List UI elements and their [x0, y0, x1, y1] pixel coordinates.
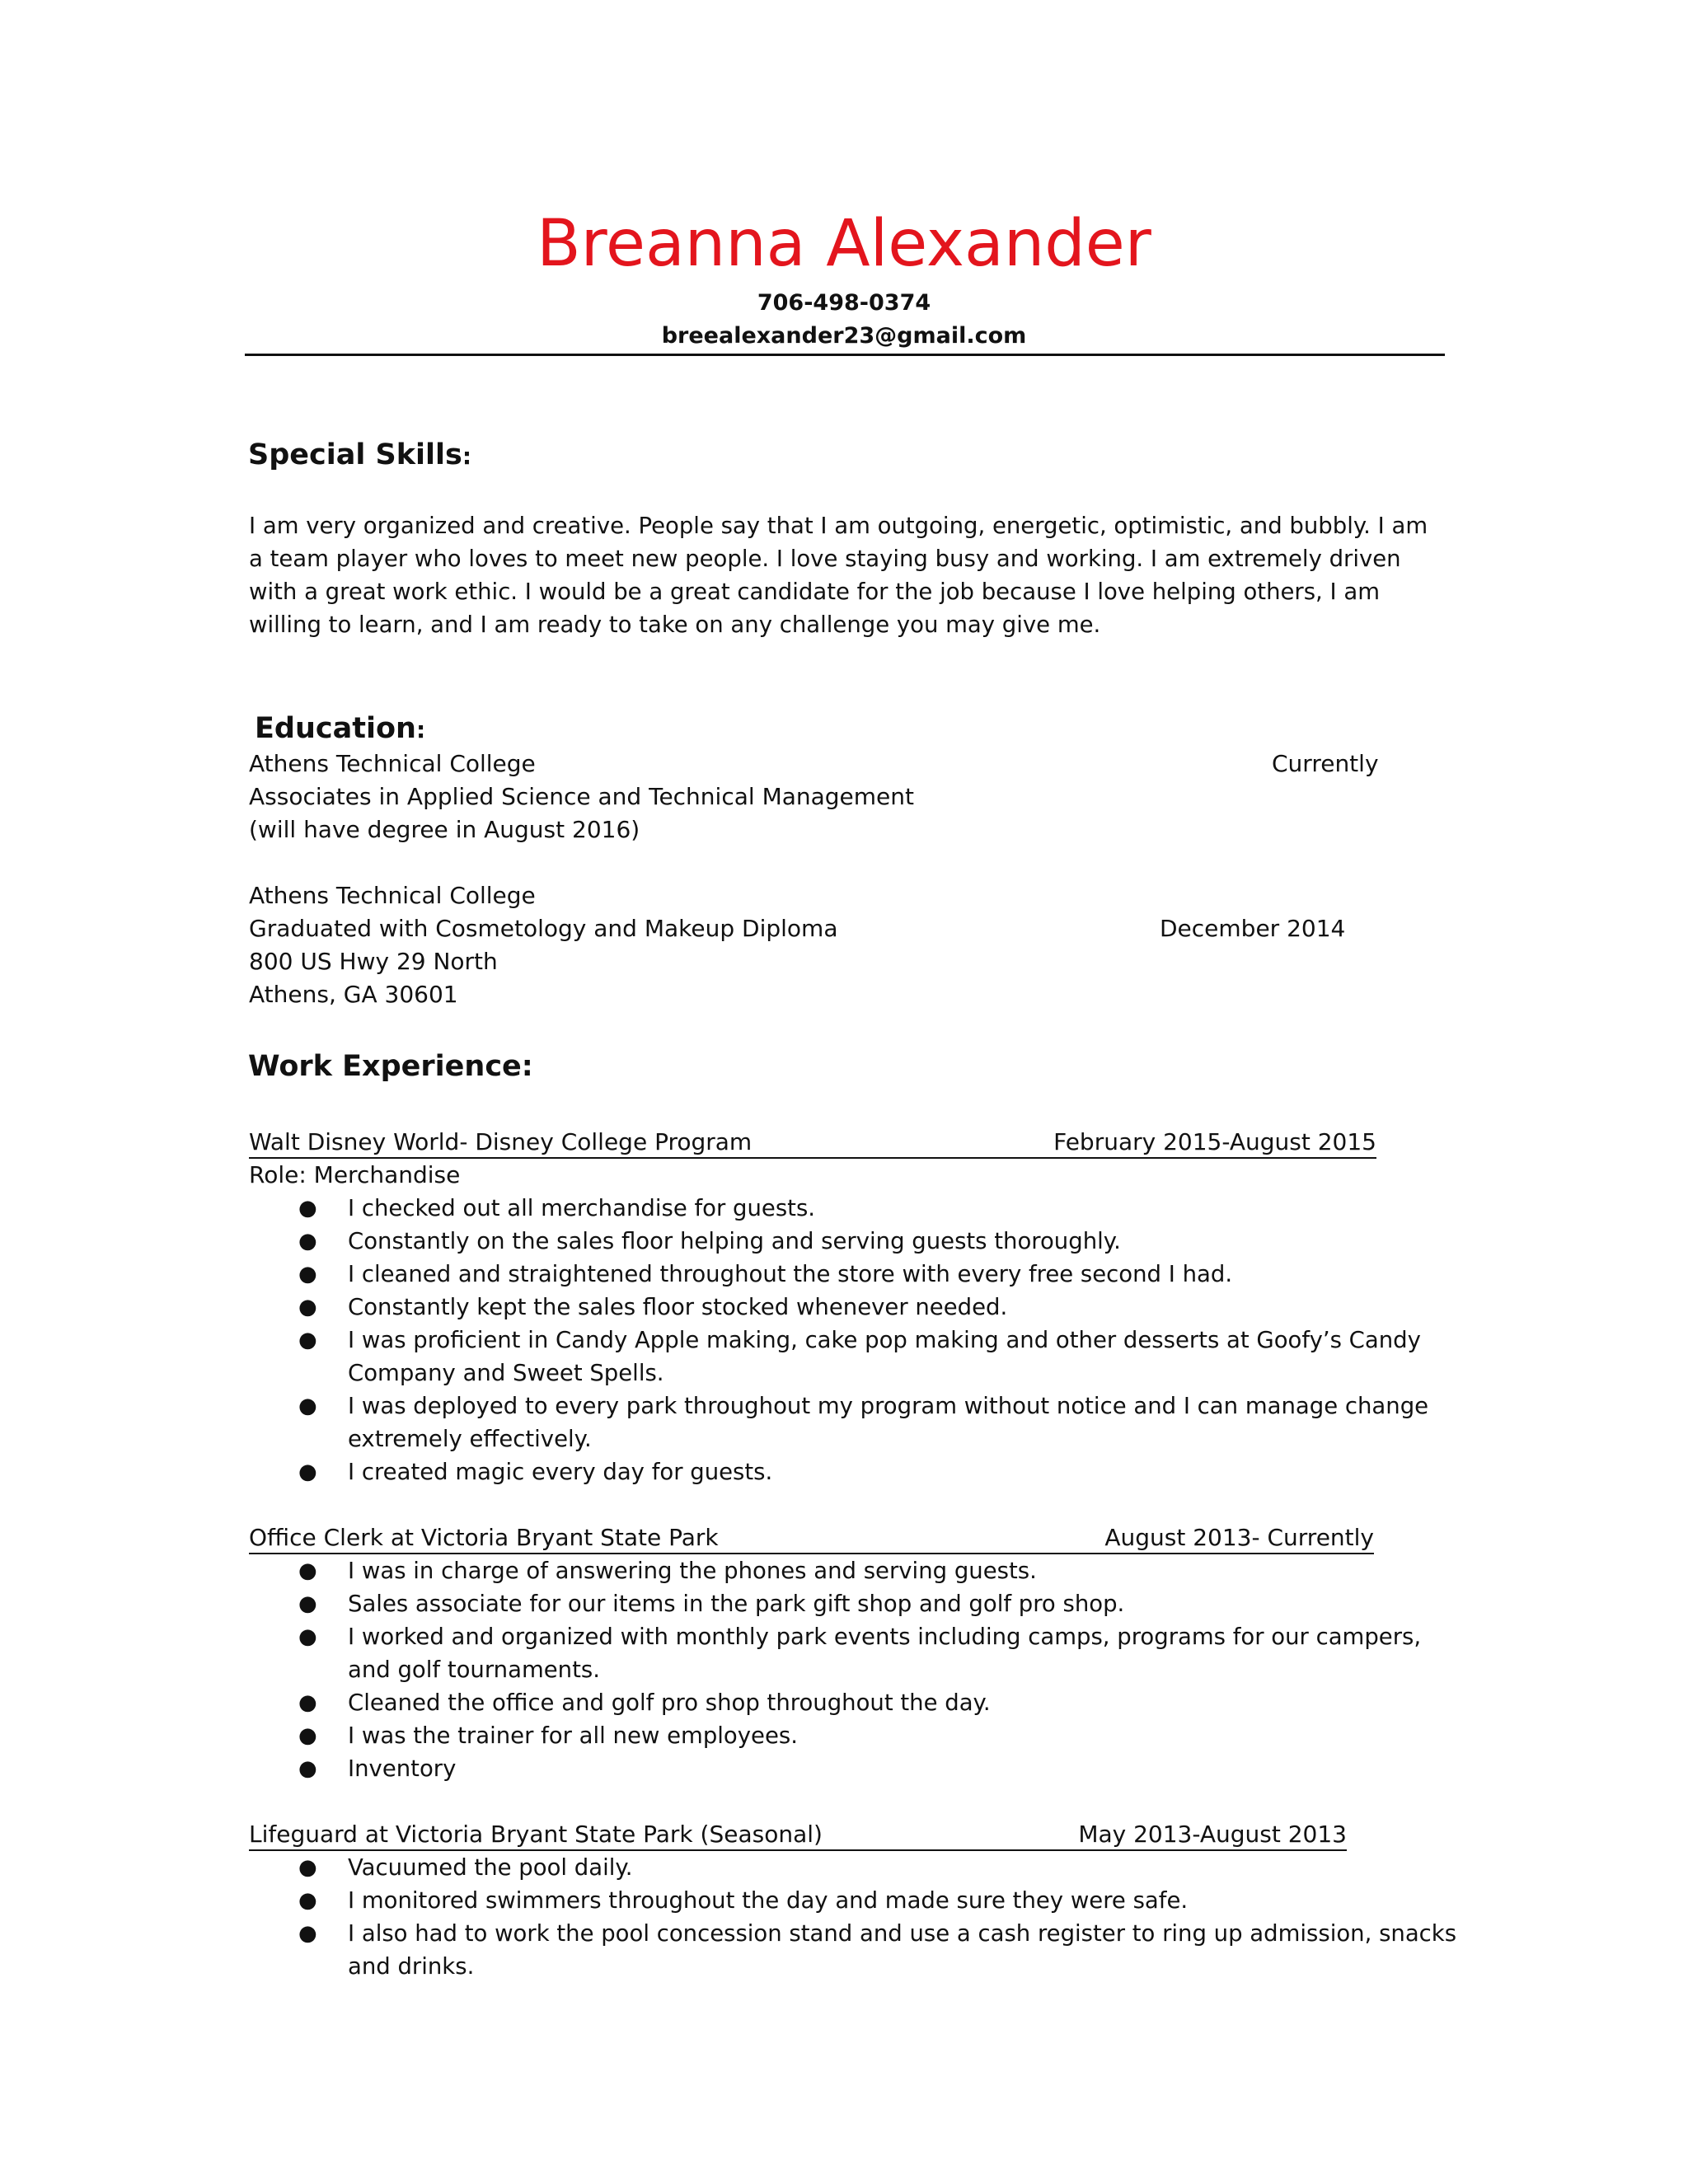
bullet-text: I created magic every day for guests.	[348, 1459, 773, 1485]
education-note: (will have degree in August 2016)	[249, 816, 640, 843]
email-address: breealexander23@gmail.com	[661, 323, 1027, 349]
bullet-icon: ●	[298, 1690, 317, 1715]
job-bullet-list	[249, 1192, 1461, 1488]
job-dates: August 2013- Currently	[1104, 1524, 1374, 1551]
bullet-text: I also had to work the pool concession stand and use a cash register to ring up admission, snacks and drinks.	[348, 1920, 1457, 1980]
list-item	[249, 1455, 1461, 1488]
education-date: December 2014	[1160, 915, 1346, 942]
job-title: Office Clerk at Victoria Bryant State Park	[249, 1524, 719, 1551]
education-heading-colon: :	[415, 716, 426, 743]
bullet-icon: ●	[298, 1394, 317, 1418]
bullet-icon: ●	[298, 1262, 317, 1286]
list-item	[249, 1752, 1461, 1785]
job-role: Role: Merchandise	[249, 1161, 461, 1188]
bullet-text: Sales associate for our items in the park gift shop and golf pro shop.	[348, 1591, 1125, 1617]
bullet-icon: ●	[298, 1558, 317, 1583]
bullet-icon: ●	[298, 1328, 317, 1352]
list-item	[249, 1620, 1461, 1686]
bullet-text: I cleaned and straightened throughout the store with every free second I had.	[348, 1261, 1233, 1287]
bullet-text: Vacuumed the pool daily.	[348, 1854, 633, 1881]
bullet-icon: ●	[298, 1756, 317, 1781]
bullet-icon: ●	[298, 1921, 317, 1946]
list-item	[249, 1291, 1461, 1324]
education-program: Associates in Applied Science and Technical Management	[249, 783, 915, 810]
job-title: Lifeguard at Victoria Bryant State Park (Seasonal)	[249, 1821, 823, 1848]
bullet-icon: ●	[298, 1855, 317, 1880]
header-divider	[245, 354, 1445, 356]
job-dates: February 2015-August 2015	[1053, 1128, 1376, 1155]
education-heading-text: Education	[255, 712, 416, 745]
job-header	[249, 1126, 1376, 1159]
job-header	[249, 1521, 1374, 1554]
bullet-text: I was the trainer for all new employees.	[348, 1722, 798, 1749]
education-heading	[255, 709, 425, 750]
education-school: Athens Technical College	[249, 882, 536, 909]
list-item	[249, 1917, 1461, 1983]
list-item	[249, 1225, 1461, 1258]
bullet-text: I was in charge of answering the phones and serving guests.	[348, 1558, 1037, 1584]
bullet-text: I was deployed to every park throughout my program without notice and I can manage change extremely effectively.	[348, 1393, 1429, 1452]
list-item	[249, 1390, 1461, 1455]
job-bullet-list	[249, 1554, 1461, 1785]
list-item	[249, 1686, 1461, 1719]
bullet-icon: ●	[298, 1295, 317, 1319]
bullet-icon: ●	[298, 1460, 317, 1484]
education-school: Athens Technical College	[249, 750, 536, 777]
education-address-line: 800 US Hwy 29 North	[249, 948, 498, 975]
bullet-icon: ●	[298, 1723, 317, 1748]
list-item	[249, 1258, 1461, 1291]
skills-heading	[248, 435, 471, 476]
education-date: Currently	[1272, 750, 1379, 777]
bullet-icon: ●	[298, 1591, 317, 1616]
bullet-text: Constantly kept the sales floor stocked whenever needed.	[348, 1294, 1008, 1320]
bullet-icon: ●	[298, 1624, 317, 1649]
bullet-text: Inventory	[348, 1755, 457, 1782]
skills-heading-colon: :	[462, 443, 472, 470]
skills-heading-text: Special Skills	[248, 438, 462, 471]
bullet-icon: ●	[298, 1196, 317, 1221]
list-item	[249, 1324, 1461, 1390]
skills-paragraph: I am very organized and creative. People say that I am outgoing, energetic, optimistic, and bubbly. I am a team player who loves to meet new people. I love staying busy and working. I am extremely driven with a great work ethic. I would be a great candidate for the job because I love helping others, I am willing to learn, and I am ready to take on any challenge you may give me.	[249, 513, 1428, 638]
work-heading: Work Experience:	[248, 1050, 533, 1083]
phone-number: 706-498-0374	[757, 290, 931, 316]
bullet-text: I was proficient in Candy Apple making, cake pop making and other desserts at Goofy’s Candy Company and Sweet Spells.	[348, 1327, 1421, 1386]
list-item	[249, 1587, 1461, 1620]
list-item	[249, 1192, 1461, 1225]
bullet-icon: ●	[298, 1888, 317, 1913]
candidate-name: Breanna Alexander	[537, 207, 1151, 281]
bullet-text: I worked and organized with monthly park events including camps, programs for our campers, and golf tournaments.	[348, 1624, 1422, 1683]
bullet-text: Cleaned the office and golf pro shop throughout the day.	[348, 1690, 991, 1716]
job-bullet-list	[249, 1851, 1461, 1983]
job-header	[249, 1818, 1347, 1851]
bullet-icon: ●	[298, 1229, 317, 1254]
bullet-text: Constantly on the sales floor helping and serving guests thoroughly.	[348, 1228, 1121, 1254]
list-item	[249, 1851, 1461, 1884]
education-address-line: Athens, GA 30601	[249, 981, 458, 1008]
list-item	[249, 1884, 1461, 1917]
bullet-text: I monitored swimmers throughout the day and made sure they were safe.	[348, 1887, 1189, 1914]
job-title: Walt Disney World- Disney College Program	[249, 1128, 753, 1155]
education-degree: Graduated with Cosmetology and Makeup Diploma	[249, 915, 838, 942]
list-item	[249, 1554, 1461, 1587]
list-item	[249, 1719, 1461, 1752]
bullet-text: I checked out all merchandise for guests.	[348, 1195, 816, 1221]
job-dates: May 2013-August 2013	[1078, 1821, 1347, 1848]
